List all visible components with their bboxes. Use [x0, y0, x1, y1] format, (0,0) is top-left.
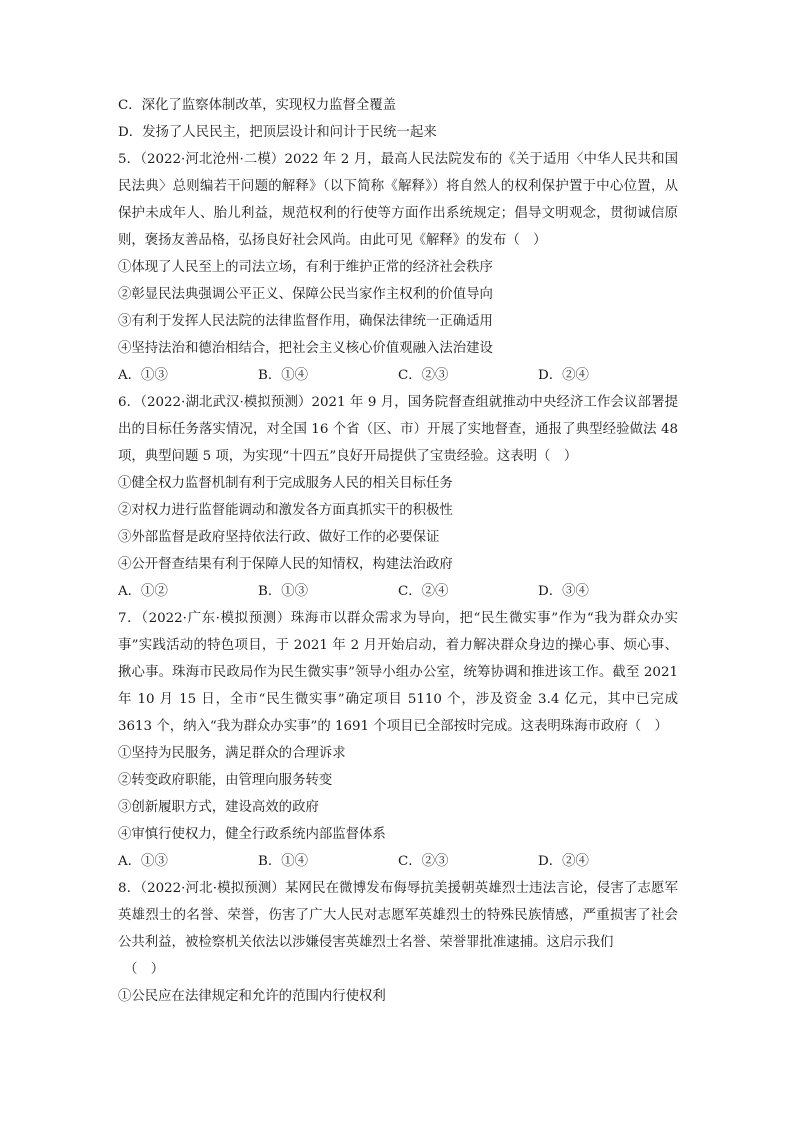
choice-d[interactable]: D．②④	[538, 368, 589, 383]
statement-item: ③有利于发挥人民法院的法律监督作用，确保法律统一正确适用	[118, 314, 493, 329]
question-7	[118, 605, 678, 875]
statement-item: ①体现了人民至上的司法立场，有利于维护正常的经济社会秩序	[118, 260, 493, 275]
statement-item: ①坚持为民服务，满足群众的合理诉求	[118, 746, 346, 761]
statement-item: ②转变政府职能，由管理向服务转变	[118, 773, 333, 788]
option-d-prev: D．发扬了人民民主，把顶层设计和问计于民统一起来	[118, 125, 437, 140]
question-6	[118, 389, 678, 605]
choice-b[interactable]: B．①④	[258, 854, 309, 869]
statement-item: ①健全权力监督机制有利于完成服务人民的相关目标任务	[118, 476, 453, 491]
statement-item: ②彰显民法典强调公平正义、保障公民当家作主权利的价值导向	[118, 287, 493, 302]
option-c-prev: C．深化了监察体制改革，实现权力监督全覆盖	[118, 98, 397, 113]
statement-item: ①公民应在法律规定和允许的范围内行使权利	[118, 989, 386, 1004]
question-stem: 8．（2022·河北·模拟预测）某网民在微博发布侮辱抗美援朝英雄烈士违法言论，侵害了志愿军英雄烈士的名誉、荣誉，伤害了广大人民对志愿军英雄烈士的特殊民族情感，严重损害了社会公共利益，被检察机关依法以涉嫌侵害英雄烈士名誉、荣誉罪批准逮捕。这启示我们	[118, 881, 678, 950]
statement-item: ③创新履职方式，建设高效的政府	[118, 800, 319, 815]
statement-item: ③外部监督是政府坚持依法行政、做好工作的必要保证	[118, 530, 440, 545]
statement-item: ④坚持法治和德治相结合，把社会主义核心价值观融入法治建设	[118, 341, 493, 356]
answer-choices	[118, 578, 678, 605]
question-stem: 6．（2022·湖北武汉·模拟预测）2021 年 9 月，国务院督查组就推动中央经济工作会议部署提出的目标任务落实情况，对全国 16 个省（区、市）开展了实地督查，通报了典型经验做法 48 项，典型问题 5 项，为实现“十四五”良好开局提供了宝贵经验。这表明（ ）	[118, 395, 678, 464]
answer-choices	[118, 362, 678, 389]
choice-b[interactable]: B．①③	[258, 584, 309, 599]
choice-c[interactable]: C．②③	[398, 368, 449, 383]
choice-a[interactable]: A．①③	[118, 854, 168, 869]
question-stem: 5．（2022·河北沧州·二模）2022 年 2 月，最高人民法院发布的《关于适用〈中华人民共和国民法典〉总则编若干问题的解释》（以下简称《解释》）将自然人的权利保护置于中心位置，从保护未成年人、胎儿利益，规范权利的行使等方面作出系统规定；倡导文明观念，贯彻诚信原则，褒扬友善品格，弘扬良好社会风尚。由此可见《解释》的发布（ ）	[118, 152, 678, 248]
question-stem: 7．（2022·广东·模拟预测）珠海市以群众需求为导向，把“民生微实事”作为“我为群众办实事”实践活动的特色项目，于 2021 年 2 月开始启动，着力解决群众身边的操心事、烦心事、揪心事。珠海市民政局作为民生微实事”领导小组办公室，统筹协调和推进该工作。截至 2021 年 10 月 15 日，全市“民生微实事”确定项目 5110 个，涉及资金 3.4 亿元，其中已完成 3613 个，纳入“我为群众办实事”的 1691 个项目已全部按时完成。这表明珠海市政府（ ）	[118, 611, 678, 734]
choice-d[interactable]: D．②④	[538, 854, 589, 869]
question-5	[118, 146, 678, 389]
choice-a[interactable]: A．①②	[118, 584, 168, 599]
choice-a[interactable]: A．①③	[118, 368, 168, 383]
statement-item: ④审慎行使权力，健全行政系统内部监督体系	[118, 827, 386, 842]
statement-item: ④公开督查结果有利于保障人民的知情权，构建法治政府	[118, 557, 453, 572]
choice-c[interactable]: C．②④	[398, 584, 449, 599]
choice-d[interactable]: D．③④	[538, 584, 589, 599]
question-8	[118, 875, 678, 1010]
answer-choices	[118, 848, 678, 875]
exam-page	[118, 92, 678, 1010]
answer-blank: （ ）	[124, 962, 165, 977]
choice-b[interactable]: B．①④	[258, 368, 309, 383]
statement-item: ②对权力进行监督能调动和激发各方面真抓实干的积极性	[118, 503, 453, 518]
choice-c[interactable]: C．②③	[398, 854, 449, 869]
